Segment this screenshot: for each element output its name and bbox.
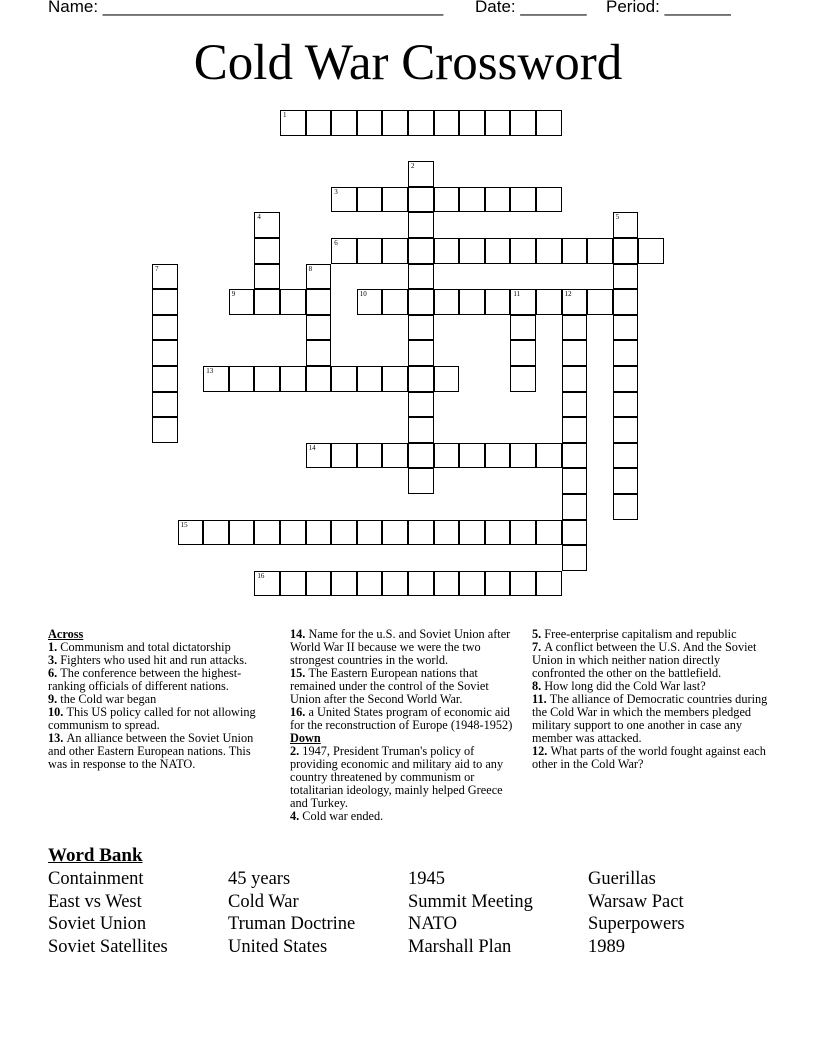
crossword-cell[interactable] bbox=[357, 238, 383, 264]
crossword-cell[interactable] bbox=[613, 468, 639, 494]
crossword-cell[interactable] bbox=[331, 238, 357, 264]
clue-section-heading: Across bbox=[48, 627, 84, 641]
crossword-cell[interactable] bbox=[536, 443, 562, 469]
clue-item bbox=[532, 641, 768, 680]
clue-number: 5 bbox=[615, 213, 620, 222]
clue-item-number: 6. bbox=[48, 666, 61, 680]
crossword-cell[interactable] bbox=[510, 315, 536, 341]
clue-section-heading: Down bbox=[290, 731, 321, 745]
crossword-cell[interactable] bbox=[203, 366, 229, 392]
word-bank-word: Guerillas bbox=[588, 869, 656, 889]
crossword-cell[interactable] bbox=[562, 366, 588, 392]
crossword-cell[interactable] bbox=[536, 187, 562, 213]
word-bank-word: Soviet Union bbox=[48, 914, 147, 935]
crossword-cell[interactable] bbox=[357, 187, 383, 213]
clues-column-2 bbox=[290, 628, 522, 823]
date-field-label[interactable]: Date: _______ bbox=[475, 0, 587, 16]
word-bank-word: 1989 bbox=[588, 936, 625, 957]
clue-item-number: 4. bbox=[290, 809, 303, 823]
crossword-cell[interactable] bbox=[408, 264, 434, 290]
crossword-cell[interactable] bbox=[408, 443, 434, 469]
crossword-cell[interactable] bbox=[459, 110, 485, 136]
crossword-cell[interactable] bbox=[152, 366, 178, 392]
clue-item bbox=[290, 810, 522, 823]
crossword-cell[interactable] bbox=[152, 392, 178, 418]
crossword-cell[interactable] bbox=[152, 340, 178, 366]
crossword-cell[interactable] bbox=[459, 289, 485, 315]
crossword-cell[interactable] bbox=[485, 289, 511, 315]
crossword-cell[interactable] bbox=[613, 264, 639, 290]
word-bank-word: Containment bbox=[48, 869, 144, 889]
crossword-cell[interactable] bbox=[254, 238, 280, 264]
crossword-cell[interactable] bbox=[434, 187, 460, 213]
crossword-cell[interactable] bbox=[357, 366, 383, 392]
clue-number: 10 bbox=[359, 290, 367, 299]
clue-item-text: 1947, President Truman's policy of providing economic and military aid to any country threatened by communism or totalitarian ideology, mainly helped Greece and Turkey. bbox=[290, 744, 504, 810]
clue-item-text: Cold war ended. bbox=[302, 809, 384, 823]
clue-number: 2 bbox=[411, 162, 415, 171]
crossword-cell[interactable] bbox=[331, 366, 357, 392]
crossword-cell[interactable] bbox=[485, 110, 511, 136]
crossword-cell[interactable] bbox=[613, 340, 639, 366]
clue-item bbox=[290, 667, 522, 706]
word-bank-word: Marshall Plan bbox=[408, 936, 512, 957]
clue-item-number: 15. bbox=[290, 666, 309, 680]
word-bank-word: United States bbox=[228, 936, 328, 957]
clue-item bbox=[48, 732, 270, 771]
clue-item-text: What parts of the world fought against each other in the Cold War? bbox=[532, 744, 766, 771]
crossword-cell[interactable] bbox=[408, 417, 434, 443]
crossword-cell[interactable] bbox=[408, 110, 434, 136]
clue-number: 3 bbox=[334, 187, 338, 196]
crossword-cell[interactable] bbox=[203, 520, 229, 546]
word-bank-word: Soviet Satellites bbox=[48, 936, 168, 957]
crossword-cell[interactable] bbox=[562, 468, 588, 494]
crossword-cell[interactable] bbox=[306, 110, 332, 136]
clue-item bbox=[290, 628, 522, 667]
clue-item-text: How long did the Cold War last? bbox=[544, 679, 706, 693]
crossword-cell[interactable] bbox=[254, 289, 280, 315]
word-bank-word: Superpowers bbox=[588, 914, 685, 935]
crossword-cell[interactable] bbox=[357, 571, 383, 597]
crossword-cell[interactable] bbox=[152, 289, 178, 315]
crossword-cell[interactable] bbox=[434, 443, 460, 469]
crossword-cell[interactable] bbox=[510, 340, 536, 366]
clue-item-number: 9. bbox=[48, 692, 61, 706]
crossword-cell[interactable] bbox=[306, 520, 332, 546]
crossword-cell[interactable] bbox=[408, 392, 434, 418]
crossword-cell[interactable] bbox=[562, 417, 588, 443]
crossword-cell[interactable] bbox=[382, 110, 408, 136]
crossword-cell[interactable] bbox=[434, 238, 460, 264]
crossword-cell[interactable] bbox=[357, 443, 383, 469]
crossword-cell[interactable] bbox=[485, 238, 511, 264]
crossword-cell[interactable] bbox=[382, 238, 408, 264]
word-bank-word: Cold War bbox=[228, 891, 299, 912]
crossword-cell[interactable] bbox=[510, 187, 536, 213]
crossword-cell[interactable] bbox=[510, 366, 536, 392]
crossword-cell[interactable] bbox=[562, 494, 588, 520]
clue-item bbox=[48, 706, 270, 732]
clue-item-number: 3. bbox=[48, 653, 61, 667]
crossword-cell[interactable] bbox=[254, 520, 280, 546]
crossword-cell[interactable] bbox=[562, 289, 588, 315]
word-bank-word: NATO bbox=[408, 914, 457, 935]
crossword-cell[interactable] bbox=[408, 520, 434, 546]
clue-item-text: Free-enterprise capitalism and republic bbox=[544, 627, 737, 641]
crossword-cell[interactable] bbox=[306, 571, 332, 597]
crossword-cell[interactable] bbox=[459, 571, 485, 597]
crossword-cell[interactable] bbox=[485, 187, 511, 213]
crossword-cell[interactable] bbox=[280, 289, 306, 315]
crossword-cell[interactable] bbox=[306, 340, 332, 366]
crossword-cell[interactable] bbox=[229, 366, 255, 392]
clue-item-text: The alliance of Democratic countries during the Cold War in which the members pledged military support to one another in case any member was attacked. bbox=[532, 692, 768, 745]
crossword-cell[interactable] bbox=[331, 110, 357, 136]
clue-number: 7 bbox=[155, 264, 159, 273]
crossword-cell[interactable] bbox=[536, 289, 562, 315]
clues-column-1 bbox=[48, 628, 270, 771]
crossword-cell[interactable] bbox=[357, 110, 383, 136]
crossword-cell[interactable] bbox=[459, 443, 485, 469]
crossword-cell[interactable] bbox=[434, 571, 460, 597]
clue-item-number: 2. bbox=[290, 744, 303, 758]
crossword-cell[interactable] bbox=[562, 238, 588, 264]
crossword-cell[interactable] bbox=[408, 238, 434, 264]
crossword-cell[interactable] bbox=[459, 520, 485, 546]
crossword-cell[interactable] bbox=[408, 571, 434, 597]
clue-number: 9 bbox=[231, 290, 236, 299]
word-bank-word: 1945 bbox=[408, 869, 445, 889]
clues-section bbox=[0, 628, 816, 843]
clue-number: 11 bbox=[513, 290, 521, 299]
crossword-cell[interactable] bbox=[434, 289, 460, 315]
crossword-cell[interactable] bbox=[382, 289, 408, 315]
crossword-cell[interactable] bbox=[357, 520, 383, 546]
crossword-cell[interactable] bbox=[638, 238, 664, 264]
crossword-cell[interactable] bbox=[408, 212, 434, 238]
crossword-cell[interactable] bbox=[306, 443, 332, 469]
crossword-cell[interactable] bbox=[408, 340, 434, 366]
word-bank-word: 45 years bbox=[228, 869, 291, 889]
crossword-cell[interactable] bbox=[229, 289, 255, 315]
clue-number: 1 bbox=[283, 111, 287, 119]
crossword-cell[interactable] bbox=[408, 289, 434, 315]
crossword-cell[interactable] bbox=[254, 212, 280, 238]
crossword-cell[interactable] bbox=[613, 494, 639, 520]
crossword-cell[interactable] bbox=[382, 443, 408, 469]
crossword-cell[interactable] bbox=[408, 187, 434, 213]
crossword-cell[interactable] bbox=[331, 443, 357, 469]
crossword-cell[interactable] bbox=[434, 520, 460, 546]
clue-item-number: 11. bbox=[532, 692, 550, 706]
clue-item bbox=[48, 667, 270, 693]
clue-item-number: 12. bbox=[532, 744, 551, 758]
crossword-cell[interactable] bbox=[459, 187, 485, 213]
crossword-cell[interactable] bbox=[536, 238, 562, 264]
word-bank-word: Truman Doctrine bbox=[228, 914, 356, 935]
clue-item-text: The conference between the highest-ranking officials of different nations. bbox=[48, 666, 242, 693]
crossword-cell[interactable] bbox=[613, 366, 639, 392]
clue-item-text: An alliance between the Soviet Union and other Eastern European nations. This was in response to the NATO. bbox=[48, 731, 254, 771]
crossword-cell[interactable] bbox=[382, 571, 408, 597]
crossword-cell[interactable] bbox=[613, 315, 639, 341]
crossword-cell[interactable] bbox=[280, 571, 306, 597]
crossword-cell[interactable] bbox=[382, 520, 408, 546]
crossword-cell[interactable] bbox=[408, 366, 434, 392]
crossword-cell[interactable] bbox=[331, 187, 357, 213]
crossword-cell[interactable] bbox=[613, 238, 639, 264]
clue-number: 13 bbox=[206, 367, 214, 375]
crossword-cell[interactable] bbox=[254, 264, 280, 290]
crossword-cell[interactable] bbox=[613, 212, 639, 238]
clue-item-text: Communism and total dictatorship bbox=[60, 640, 231, 654]
crossword-cell[interactable] bbox=[382, 187, 408, 213]
clue-item bbox=[290, 745, 522, 810]
clue-item-number: 14. bbox=[290, 627, 309, 641]
clue-item-text: A conflict between the U.S. And the Soviet Union in which neither nation directly confronted the other on the battlefield. bbox=[532, 640, 757, 680]
word-bank-title: Word Bank bbox=[48, 845, 143, 866]
crossword-cell[interactable] bbox=[280, 366, 306, 392]
crossword-cell[interactable] bbox=[613, 289, 639, 315]
crossword-cell[interactable] bbox=[331, 520, 357, 546]
crossword-cell[interactable] bbox=[254, 571, 280, 597]
crossword-cell[interactable] bbox=[306, 264, 332, 290]
clue-item-text: The Eastern European nations that remained under the control of the Soviet Union after the Second World War. bbox=[290, 666, 489, 706]
clue-item-text: This US policy called for not allowing communism to spread. bbox=[48, 705, 256, 732]
crossword-cell[interactable] bbox=[485, 571, 511, 597]
crossword-cell[interactable] bbox=[152, 315, 178, 341]
period-field-label[interactable]: Period: _______ bbox=[606, 0, 731, 16]
clue-item-number: 13. bbox=[48, 731, 67, 745]
clue-item-text: Fighters who used hit and run attacks. bbox=[60, 653, 248, 667]
crossword-cell[interactable] bbox=[280, 520, 306, 546]
crossword-cell[interactable] bbox=[357, 289, 383, 315]
clue-item-number: 16. bbox=[290, 705, 309, 719]
clue-item-text: the Cold war began bbox=[60, 692, 157, 706]
crossword-cell[interactable] bbox=[152, 417, 178, 443]
clue-number: 6 bbox=[334, 239, 338, 247]
crossword-cell[interactable] bbox=[306, 366, 332, 392]
name-field-label[interactable]: Name: ____________________________________ bbox=[48, 0, 444, 16]
crossword-cell[interactable] bbox=[510, 110, 536, 136]
clue-number: 4 bbox=[257, 213, 261, 222]
clue-item-number: 1. bbox=[48, 640, 61, 654]
crossword-cell[interactable] bbox=[254, 366, 280, 392]
clues-column-3 bbox=[532, 628, 768, 771]
crossword-cell[interactable] bbox=[562, 520, 588, 546]
crossword-cell[interactable] bbox=[510, 289, 536, 315]
crossword-cell[interactable] bbox=[178, 520, 204, 546]
crossword-cell[interactable] bbox=[613, 417, 639, 443]
crossword-cell[interactable] bbox=[562, 392, 588, 418]
crossword-cell[interactable] bbox=[229, 520, 255, 546]
crossword-cell[interactable] bbox=[434, 110, 460, 136]
crossword-cell[interactable] bbox=[331, 571, 357, 597]
clue-item-number: 8. bbox=[532, 679, 545, 693]
crossword-cell[interactable] bbox=[485, 520, 511, 546]
crossword-cell[interactable] bbox=[408, 468, 434, 494]
crossword-cell[interactable] bbox=[562, 443, 588, 469]
crossword-cell[interactable] bbox=[562, 315, 588, 341]
clue-number: 12 bbox=[564, 290, 572, 299]
crossword-cell[interactable] bbox=[306, 289, 332, 315]
crossword-cell[interactable] bbox=[613, 443, 639, 469]
crossword-cell[interactable] bbox=[510, 443, 536, 469]
clue-number: 16 bbox=[257, 571, 265, 580]
word-bank-word: East vs West bbox=[48, 891, 142, 912]
crossword-cell[interactable] bbox=[536, 571, 562, 597]
crossword-cell[interactable] bbox=[280, 110, 306, 136]
crossword-cell[interactable] bbox=[152, 264, 178, 290]
clue-item-number: 10. bbox=[48, 705, 67, 719]
clue-number: 14 bbox=[308, 443, 316, 452]
crossword-cell[interactable] bbox=[459, 238, 485, 264]
crossword-cell[interactable] bbox=[510, 520, 536, 546]
clue-item bbox=[532, 745, 768, 771]
crossword-cell[interactable] bbox=[510, 238, 536, 264]
clue-item bbox=[290, 706, 522, 732]
crossword-cell[interactable] bbox=[587, 289, 613, 315]
crossword-cell[interactable] bbox=[434, 366, 460, 392]
word-bank-word: Warsaw Pact bbox=[588, 891, 684, 912]
clue-number: 8 bbox=[308, 264, 313, 273]
clue-item-number: 5. bbox=[532, 627, 545, 641]
crossword-cell[interactable] bbox=[485, 443, 511, 469]
clue-number: 15 bbox=[180, 520, 188, 529]
word-bank-word: Summit Meeting bbox=[408, 891, 533, 912]
crossword-cell[interactable] bbox=[562, 340, 588, 366]
crossword-cell[interactable] bbox=[536, 520, 562, 546]
crossword-cell[interactable] bbox=[408, 161, 434, 187]
crossword-cell[interactable] bbox=[408, 315, 434, 341]
crossword-cell[interactable] bbox=[510, 571, 536, 597]
crossword-cell[interactable] bbox=[306, 315, 332, 341]
clue-item-text: Name for the u.S. and Soviet Union after World War II because we were the two strongest countries in the world. bbox=[290, 627, 511, 667]
crossword-cell[interactable] bbox=[562, 545, 588, 571]
clue-item bbox=[532, 693, 768, 745]
crossword-cell[interactable] bbox=[587, 238, 613, 264]
crossword-cell[interactable] bbox=[382, 366, 408, 392]
clue-item-text: a United States program of economic aid for the reconstruction of Europe (1948-1952) bbox=[290, 705, 513, 732]
clue-item-number: 7. bbox=[532, 640, 545, 654]
crossword-cell[interactable] bbox=[536, 110, 562, 136]
page-title: Cold War Crossword bbox=[193, 35, 623, 91]
crossword-cell[interactable] bbox=[613, 392, 639, 418]
